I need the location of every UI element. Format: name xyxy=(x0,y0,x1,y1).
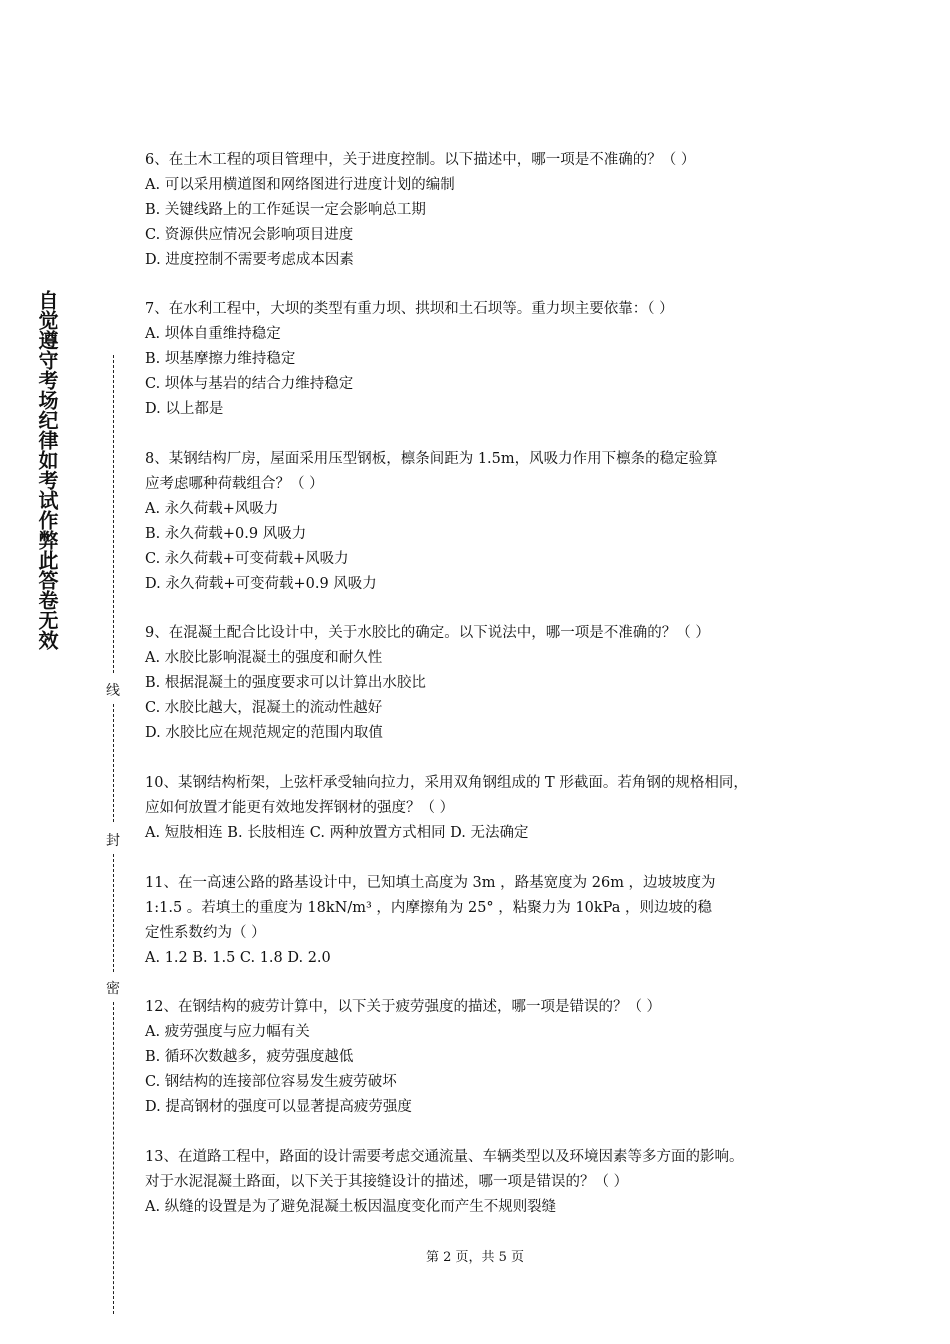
option-a: A. 纵缝的设置是为了避免混凝土板因温度变化而产生不规则裂缝 xyxy=(145,1199,557,1215)
option-c: C. 资源供应情况会影响项目进度 xyxy=(145,227,354,243)
option-c: C. 坝体与基岩的结合力维持稳定 xyxy=(145,376,354,392)
binding-dashed-line xyxy=(113,854,114,972)
question-13 xyxy=(145,1145,825,1220)
option-d: D. 进度控制不需要考虑成本因素 xyxy=(145,252,354,268)
question-stem: 应考虑哪种荷载组合？（ ） xyxy=(145,476,324,492)
question-6 xyxy=(145,148,825,273)
page-number-footer: 第 2 页，共 5 页 xyxy=(425,1250,525,1265)
question-stem: 应如何放置才能更有效地发挥钢材的强度？（ ） xyxy=(145,800,455,816)
question-stem: 8、某钢结构厂房，屋面采用压型钢板，檩条间距为 1.5m，风吸力作用下檩条的稳定验算 xyxy=(145,451,718,467)
binding-dashed-line xyxy=(113,355,114,673)
binding-label-secret: 密 xyxy=(106,981,120,997)
option-b: B. 循环次数越多，疲劳强度越低 xyxy=(145,1049,354,1065)
option-a: A. 永久荷载+风吸力 xyxy=(145,501,279,517)
question-8 xyxy=(145,447,825,597)
binding-dashed-line xyxy=(113,704,114,822)
option-a: A. 水胶比影响混凝土的强度和耐久性 xyxy=(145,650,383,666)
question-stem: 对于水泥混凝土路面，以下关于其接缝设计的描述，哪一项是错误的？（ ） xyxy=(145,1174,629,1190)
question-stem: 11、在一高速公路的路基设计中，已知填土高度为 3m ，路基宽度为 26m ，边坡坡度为 xyxy=(145,875,716,891)
option-a: A. 可以采用横道图和网络图进行进度计划的编制 xyxy=(145,177,455,193)
exam-discipline-notice: 自觉遵守考场纪律如考试作弊此答卷无效 xyxy=(35,290,59,650)
option-c: C. 钢结构的连接部位容易发生疲劳破坏 xyxy=(145,1074,397,1090)
question-7 xyxy=(145,297,825,422)
question-stem: 13、在道路工程中，路面的设计需要考虑交通流量、车辆类型以及环境因素等多方面的影响。 xyxy=(145,1149,744,1165)
option-b: B. 关键线路上的工作延误一定会影响总工期 xyxy=(145,202,426,218)
option-d: D. 水胶比应在规范规定的范围内取值 xyxy=(145,725,383,741)
binding-label-seal: 封 xyxy=(106,833,120,849)
option-c: C. 永久荷载+可变荷载+风吸力 xyxy=(145,551,349,567)
binding-dashed-line xyxy=(113,1002,114,1314)
option-b: B. 坝基摩擦力维持稳定 xyxy=(145,351,296,367)
options-inline: A. 短肢相连 B. 长肢相连 C. 两种放置方式相同 D. 无法确定 xyxy=(145,825,529,841)
question-11 xyxy=(145,871,825,971)
question-stem: 12、在钢结构的疲劳计算中，以下关于疲劳强度的描述，哪一项是错误的？（ ） xyxy=(145,999,662,1015)
option-d: D. 提高钢材的强度可以显著提高疲劳强度 xyxy=(145,1099,412,1115)
question-12 xyxy=(145,995,825,1120)
question-stem: 10、某钢结构桁架，上弦杆承受轴向拉力，采用双角钢组成的 T 形截面。若角钢的规格相同， xyxy=(145,775,748,791)
question-stem: 6、在土木工程的项目管理中，关于进度控制。以下描述中，哪一项是不准确的？（ ） xyxy=(145,152,696,168)
question-stem: 定性系数约为（ ） xyxy=(145,925,266,941)
option-c: C. 水胶比越大，混凝土的流动性越好 xyxy=(145,700,383,716)
question-9 xyxy=(145,621,825,746)
question-10 xyxy=(145,771,825,846)
question-stem: 1:1.5 。若填土的重度为 18kN/m³ ，内摩擦角为 25° ，粘聚力为 10kPa ，则边坡的稳 xyxy=(145,900,712,916)
question-stem: 9、在混凝土配合比设计中，关于水胶比的确定。以下说法中，哪一项是不准确的？（ ） xyxy=(145,625,710,641)
option-a: A. 坝体自重维持稳定 xyxy=(145,326,281,342)
option-b: B. 永久荷载+0.9 风吸力 xyxy=(145,526,307,542)
question-stem: 7、在水利工程中，大坝的类型有重力坝、拱坝和土石坝等。重力坝主要依靠：（ ） xyxy=(145,301,674,317)
option-a: A. 疲劳强度与应力幅有关 xyxy=(145,1024,310,1040)
option-d: D. 以上都是 xyxy=(145,401,224,417)
options-inline: A. 1.2 B. 1.5 C. 1.8 D. 2.0 xyxy=(145,950,331,966)
option-d: D. 永久荷载+可变荷载+0.9 风吸力 xyxy=(145,576,377,592)
option-b: B. 根据混凝土的强度要求可以计算出水胶比 xyxy=(145,675,426,691)
binding-label-line: 线 xyxy=(106,683,120,699)
